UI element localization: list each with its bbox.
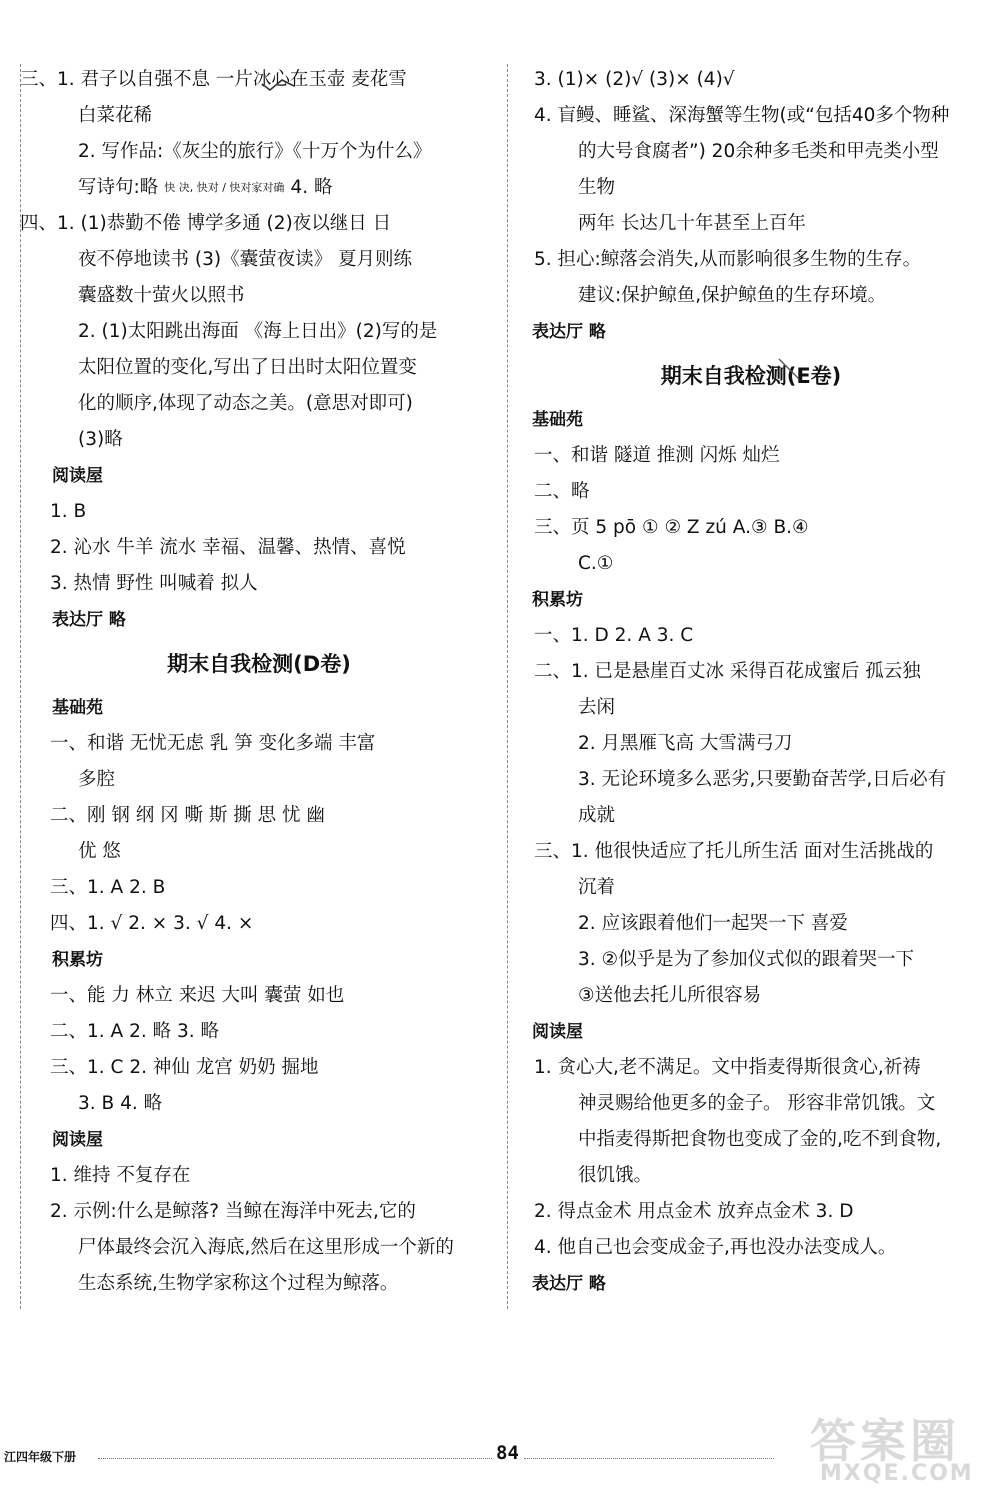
- footer-dotted-line-right: [524, 1458, 774, 1459]
- answer-line: [520, 242, 982, 278]
- answer-line: [520, 870, 982, 906]
- answer-line: [520, 134, 982, 170]
- answer-line: [20, 422, 498, 458]
- section-heading: [520, 314, 982, 350]
- answer-line-text: 2. 月黑雁飞高 大雪满弓刀: [578, 733, 793, 754]
- section-heading-text: 基础苑: [52, 698, 103, 718]
- watermark-title: 答案圈: [810, 1414, 960, 1468]
- section-title: [20, 638, 498, 690]
- page-number: 84: [496, 1442, 519, 1464]
- answer-line: [520, 474, 982, 510]
- answer-line: [20, 206, 498, 242]
- section-heading-text: 表达厅 略: [532, 322, 606, 342]
- answer-line-text: 二、1. A 2. 略 3. 略: [50, 1021, 220, 1042]
- section-title: [520, 350, 982, 402]
- section-heading: [20, 458, 498, 494]
- answer-line-text: 很饥饿。: [578, 1165, 653, 1186]
- answer-line: [520, 1122, 982, 1158]
- answer-line: [20, 566, 498, 602]
- answer-line: [20, 1266, 498, 1302]
- answer-line-text: ③送他去托儿所很容易: [578, 985, 762, 1006]
- answer-line: [520, 1194, 982, 1230]
- answer-line-tail: 4. 略: [290, 177, 333, 198]
- answer-line: [520, 438, 982, 474]
- answer-line-text: 二、略: [534, 481, 590, 502]
- answer-line-text: 二、1. 已是悬崖百丈冰 采得百花成蜜后 孤云独: [534, 661, 921, 682]
- answer-line-text: 2. 得点金术 用点金术 放弃点金术 3. D: [534, 1201, 854, 1222]
- section-heading-text: 表达厅 略: [52, 610, 126, 630]
- answer-line-text: 一、1. D 2. A 3. C: [534, 625, 694, 646]
- answer-line-text: 三、1. C 2. 神仙 龙宫 奶奶 掘地: [50, 1057, 319, 1078]
- answer-line-text: 神灵赐给他更多的金子。 形容非常饥饿。文: [578, 1093, 936, 1114]
- answer-line-text: 三、1. A 2. B: [50, 877, 166, 898]
- answer-line: [20, 170, 498, 206]
- answer-line: [520, 1230, 982, 1266]
- answer-line-text: 三、1. 君子以自强不息 一片冰心在玉壶 麦花雪: [20, 69, 407, 90]
- answer-line: [520, 546, 982, 582]
- answer-line-text: 2. 应该跟着他们一起哭一下 喜爱: [578, 913, 848, 934]
- answer-line: [520, 62, 982, 98]
- answer-line-text: 1. 维持 不复存在: [50, 1165, 191, 1186]
- answer-line-text: 3. B 4. 略: [78, 1093, 163, 1114]
- answer-line: [20, 762, 498, 798]
- answer-line-text: 4. 他自己也会变成金子,再也没办法变成人。: [534, 1237, 897, 1258]
- answer-line-text: C.①: [578, 553, 614, 574]
- answer-line-text: 生态系统,生物学家称这个过程为鲸落。: [78, 1273, 399, 1294]
- answer-line: [520, 654, 982, 690]
- answer-line: [20, 494, 498, 530]
- answer-line: [520, 798, 982, 834]
- answer-line-text: 3. 热情 野性 叫喊着 拟人: [50, 573, 258, 594]
- answer-line: [520, 510, 982, 546]
- answer-line-text: 成就: [578, 805, 616, 826]
- answer-line: [520, 170, 982, 206]
- section-heading: [20, 1122, 498, 1158]
- answer-line: [520, 1158, 982, 1194]
- left-column: [20, 62, 498, 1302]
- answer-line-text: 一、和谐 隧道 推测 闪烁 灿烂: [534, 445, 780, 466]
- answer-line-text: 沉着: [578, 877, 616, 898]
- answer-line: [20, 726, 498, 762]
- answer-line: [20, 242, 498, 278]
- watermark-logo: [790, 1405, 990, 1493]
- answer-line-text: (3)略: [78, 429, 123, 450]
- answer-line: [20, 1050, 498, 1086]
- watermark-url: MXQE.COM: [820, 1461, 974, 1486]
- answer-line-text: 化的顺序,体现了动态之美。(意思对即可): [78, 393, 413, 414]
- section-heading-text: 基础苑: [532, 410, 583, 430]
- answer-line: [520, 726, 982, 762]
- answer-line: [20, 314, 498, 350]
- answer-line-text: 一、和谐 无忧无虑 乳 笋 变化多端 丰富: [50, 733, 376, 754]
- answer-line: [520, 98, 982, 134]
- answer-line-text: 四、1. (1)恭勤不倦 博学多通 (2)夜以继日 日: [20, 213, 392, 234]
- answer-line: [20, 978, 498, 1014]
- answer-line-text: 2. (1)太阳跳出海面 《海上日出》(2)写的是: [78, 321, 438, 342]
- section-heading: [20, 942, 498, 978]
- answer-line: [520, 1086, 982, 1122]
- answer-line: [20, 798, 498, 834]
- answer-line-text: 的大号食腐者”) 20余种多毛类和甲壳类小型: [578, 141, 939, 162]
- answer-line: [20, 1158, 498, 1194]
- section-heading-text: 积累坊: [52, 950, 103, 970]
- answer-line-text: 中指麦得斯把食物也变成了金的,吃不到食物,: [578, 1129, 942, 1150]
- section-title-text: 期末自我检测(D卷): [167, 652, 351, 676]
- answer-line-text: 三、页 5 pō ① ② Z zú A.③ B.④: [534, 517, 809, 538]
- answer-line: [520, 690, 982, 726]
- answer-line-text: 写诗句:略: [78, 177, 159, 198]
- column-divider: [507, 64, 508, 1309]
- answer-line: [520, 1050, 982, 1086]
- answer-line: [20, 1194, 498, 1230]
- answer-line-text: 白菜花稀: [78, 105, 153, 126]
- answer-line-text: 尸体最终会沉入海底,然后在这里形成一个新的: [78, 1237, 454, 1258]
- right-column: [520, 62, 982, 1302]
- answer-line: [20, 350, 498, 386]
- answer-line-text: 建议:保护鲸鱼,保护鲸鱼的生存环境。: [578, 285, 887, 306]
- answer-line-text: 3. (1)× (2)√ (3)× (4)√: [534, 69, 735, 90]
- answer-line-text: 1. 贪心大,老不满足。文中指麦得斯很贪心,祈祷: [534, 1057, 921, 1078]
- handwritten-note: 快 决, 快对 / 快对家对确: [164, 181, 285, 194]
- answer-line-text: 4. 盲鳗、睡鲨、深海蟹等生物(或“包括40多个物种: [534, 105, 950, 126]
- pencil-stroke-mark: [775, 355, 805, 385]
- answer-line: [20, 1230, 498, 1266]
- answer-line-text: 太阳位置的变化,写出了日出时太阳位置变: [78, 357, 417, 378]
- grade-label: 江四年级下册: [4, 1450, 77, 1464]
- section-heading-text: 阅读屋: [532, 1022, 583, 1042]
- answer-line: [20, 530, 498, 566]
- answer-line-text: 2. 沁水 牛羊 流水 幸福、温馨、热情、喜悦: [50, 537, 406, 558]
- answer-line-text: 2. 示例:什么是鲸落? 当鲸在海洋中死去,它的: [50, 1201, 416, 1222]
- answer-line: [520, 906, 982, 942]
- section-heading: [520, 582, 982, 618]
- answer-line-text: 多腔: [78, 769, 116, 790]
- handwritten-checkmark: [260, 76, 300, 98]
- answer-line-text: 夜不停地读书 (3)《囊萤夜读》 夏月则练: [78, 249, 412, 270]
- answer-line: [520, 278, 982, 314]
- answer-line-text: 二、刚 钢 纲 冈 嘶 斯 撕 思 忧 幽: [50, 805, 325, 826]
- answer-line: [520, 834, 982, 870]
- section-heading-text: 积累坊: [532, 590, 583, 610]
- answer-line: [20, 834, 498, 870]
- section-heading-text: 阅读屋: [52, 466, 103, 486]
- section-heading: [520, 1014, 982, 1050]
- answer-line: [20, 1014, 498, 1050]
- answer-line-text: 一、能 力 林立 来迟 大叫 囊萤 如也: [50, 985, 345, 1006]
- answer-line-text: 3. 无论环境多么恶劣,只要勤奋苦学,日后必有: [578, 769, 947, 790]
- section-heading-text: 阅读屋: [52, 1130, 103, 1150]
- answer-line: [520, 206, 982, 242]
- answer-line-text: 三、1. 他很快适应了托儿所生活 面对生活挑战的: [534, 841, 934, 862]
- section-heading: [20, 690, 498, 726]
- answer-line-text: 3. ②似乎是为了参加仪式似的跟着哭一下: [578, 949, 915, 970]
- answer-line-text: 两年 长达几十年甚至上百年: [578, 213, 806, 234]
- section-heading-text: 表达厅 略: [532, 1274, 606, 1294]
- answer-line-text: 1. B: [50, 501, 87, 522]
- answer-line-text: 去闲: [578, 697, 616, 718]
- answer-line: [20, 870, 498, 906]
- section-heading: [520, 1266, 982, 1302]
- answer-line-text: 5. 担心:鲸落会消失,从而影响很多生物的生存。: [534, 249, 922, 270]
- section-heading: [20, 602, 498, 638]
- answer-line-text: 囊盛数十萤火以照书: [78, 285, 245, 306]
- answer-line: [20, 278, 498, 314]
- answer-line: [20, 62, 498, 98]
- answer-line: [520, 762, 982, 798]
- footer-dotted-line: [98, 1458, 492, 1459]
- answer-line-text: 四、1. √ 2. × 3. √ 4. ×: [50, 913, 254, 934]
- section-heading: [520, 402, 982, 438]
- answer-line: [20, 134, 498, 170]
- section-title-text: 期末自我检测(E卷): [660, 364, 842, 388]
- answer-line: [520, 618, 982, 654]
- answer-line: [20, 1086, 498, 1122]
- answer-line: [520, 978, 982, 1014]
- answer-line: [20, 906, 498, 942]
- answer-line: [20, 98, 498, 134]
- answer-line-text: 优 悠: [78, 841, 121, 862]
- answer-line: [520, 942, 982, 978]
- answer-line-text: 2. 写作品:《灰尘的旅行》《十万个为什么》: [78, 141, 432, 162]
- answer-line-text: 生物: [578, 177, 616, 198]
- answer-line: [20, 386, 498, 422]
